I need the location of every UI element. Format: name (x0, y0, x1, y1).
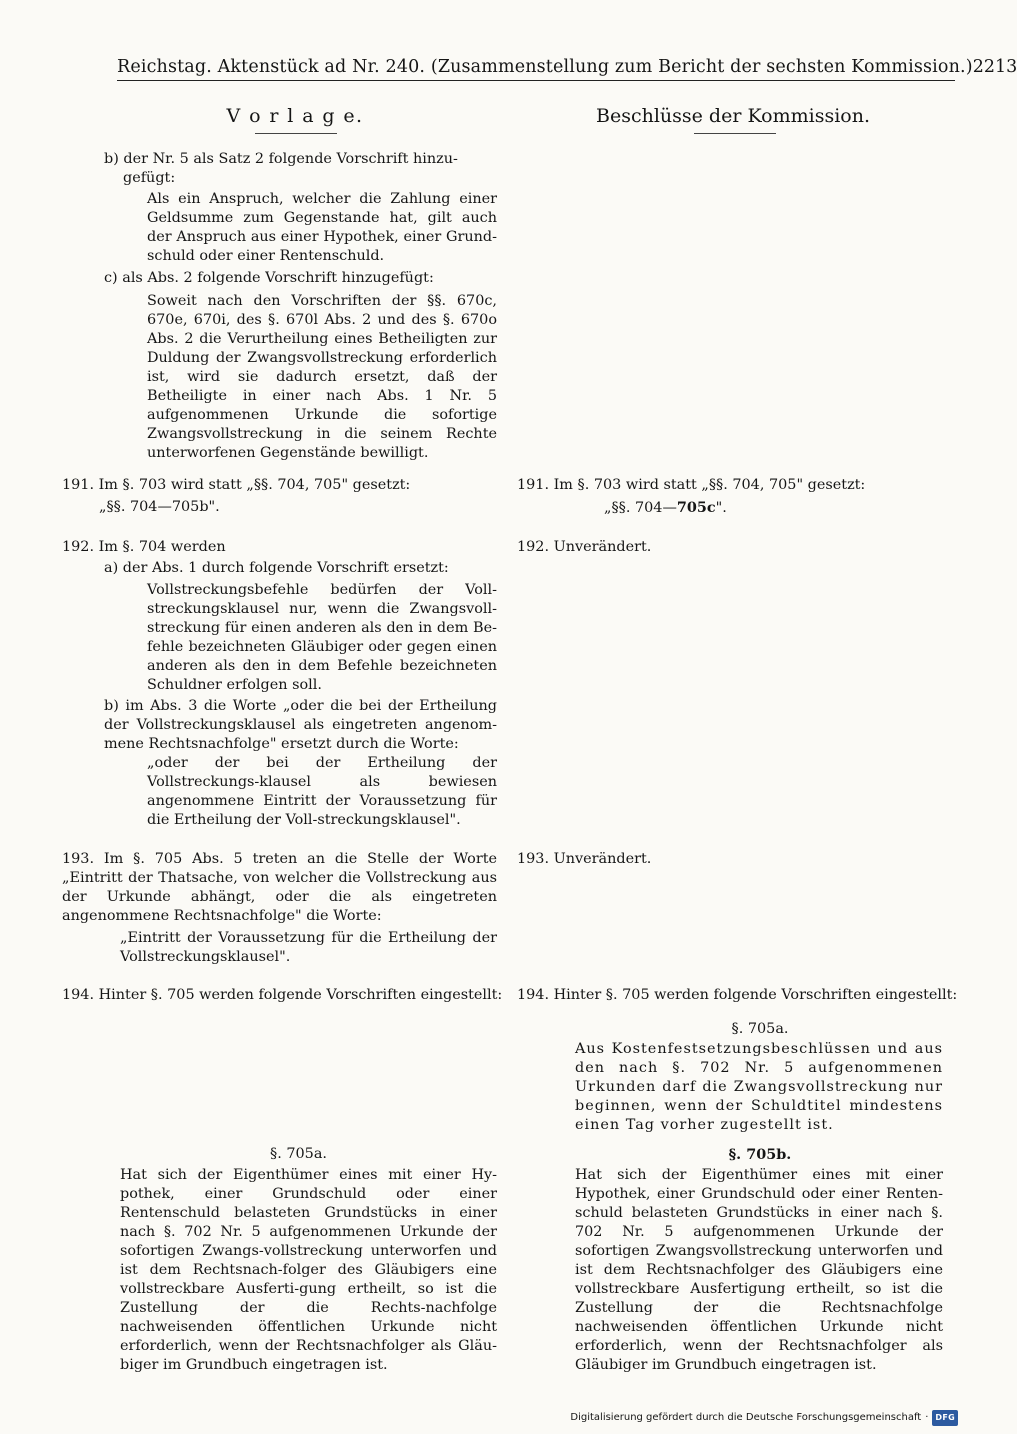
left-item-191-line2: „§§. 704—705b". (99, 499, 220, 515)
left-item-191-line1: 191. Im §. 703 wird statt „§§. 704, 705" gesetzt: (62, 477, 411, 493)
digitization-footer (570, 1410, 958, 1426)
header-rule (117, 80, 955, 81)
left-item-193-quote: „Eintritt der Voraussetzung für die Ertheilung der Vollstreckungsklausel". (120, 930, 497, 965)
left-b-item-line1: b) der Nr. 5 als Satz 2 folgende Vorschrift hinzu- (104, 151, 458, 167)
dfg-logo: DFG (932, 1410, 958, 1426)
right-column-title: Beschlüsse der Kommission. (596, 105, 870, 127)
page-number: 2213 (972, 57, 1017, 77)
running-header (117, 55, 1017, 79)
left-item-192-b-line: b) im Abs. 3 die Worte „oder die bei der Ertheilung der Vollstreckungsklausel als eingetreten angenom-mene Rechtsnachfolge" ersetzt durch die Worte: (104, 698, 497, 752)
left-item-192-a-line: a) der Abs. 1 durch folgende Vorschrift ersetzt: (104, 560, 449, 576)
left-column-title: V o r l a g e. (226, 105, 364, 127)
right-section-705a-text: Aus Kostenfestsetzungsbeschlüssen und aus den nach §. 702 Nr. 5 aufgenommenen Urkunden darf die Zwangsvollstreckung nur beginnen, wenn der Schuldtitel mindestens einen Tag vorher zugestellt ist. (575, 1041, 943, 1133)
right-section-705a-heading: §. 705a. (731, 1021, 789, 1037)
left-c-item-line1: c) als Abs. 2 folgende Vorschrift hinzugefügt: (104, 270, 434, 286)
right-section-705b-heading: §. 705b. (728, 1146, 792, 1163)
right-item-192: 192. Unverändert. (517, 539, 652, 555)
left-b-item-quote: Als ein Anspruch, welcher die Zahlung einer Geldsumme zum Gegenstande hat, gilt auch der Anspruch aus einer Hypothek, einer Grund-schuld oder einer Rentenschuld. (147, 191, 497, 264)
left-section-705a-text: Hat sich der Eigenthümer eines mit einer Hy-pothek, einer Grundschuld oder einer Rentenschuld belasteten Grundstücks in einer nach §. 702 Nr. 5 aufgenommenen Urkunde der sofortigen Zwangs-vollstreckung unterworfen und ist dem Rechtsnach-folger des Gläubigers eine vollstreckbare Ausferti-gung ertheilt, so ist die Zustellung der die Rechts-nachfolge nachweisenden öffentlichen Urkunde nicht erforderlich, wenn der Rechtsnachfolger als Gläu-biger im Grundbuch eingetragen ist. (120, 1167, 497, 1373)
left-item-192-a-quote: Vollstreckungsbefehle bedürfen der Voll-streckungsklausel nur, wenn die Zwangsvoll-streckung für einen anderen als den in dem Be-fehle bezeichneten Gläubiger oder gegen einen anderen als den in dem Befehle bezeichneten Schuldner erfolgen soll. (147, 582, 497, 693)
left-section-705a-heading: §. 705a. (270, 1146, 327, 1162)
footer-separator: · (925, 1412, 929, 1423)
footer-text: Digitalisierung gefördert durch die Deutsche Forschungsgemeinschaft (570, 1412, 922, 1423)
left-item-192-b-quote: „oder der bei der Ertheilung der Vollstreckungs-klausel als bewiesen angenommene Eintritt der Voraussetzung für die Ertheilung der Voll-streckungsklausel". (147, 755, 497, 828)
right-title-underline (694, 133, 776, 134)
right-item-193: 193. Unverändert. (517, 851, 652, 867)
right-item-191-line1: 191. Im §. 703 wird statt „§§. 704, 705" gesetzt: (517, 477, 866, 493)
left-title-underline (255, 133, 337, 134)
right-item-191-bold: 705c (676, 499, 716, 516)
left-item-192-line1: 192. Im §. 704 werden (62, 539, 226, 555)
left-c-item-quote: Soweit nach den Vorschriften der §§. 670c, 670e, 670i, des §. 670l Abs. 2 und des §. 670o Abs. 2 die Verurtheilung eines Betheiligten zur Duldung der Zwangsvollstreckung erforderlich ist, wird sie dadurch ersetzt, daß der Betheiligte in einer nach Abs. 1 Nr. 5 aufgenommenen Urkunde die sofortige Zwangsvollstreckung in die seinem Rechte unterworfenen Gegenstände bewilligt. (147, 293, 497, 461)
left-item-194: 194. Hinter §. 705 werden folgende Vorschriften eingestellt: (62, 987, 503, 1003)
header-title: Reichstag. Aktenstück ad Nr. 240. (Zusammenstellung zum Bericht der sechsten Kommission.) (117, 57, 973, 77)
right-section-705b-text: Hat sich der Eigenthümer eines mit einer Hypothek, einer Grundschuld oder einer Renten-schuld belasteten Grundstücks in einer nach §. 702 Nr. 5 aufgenommenen Urkunde der sofortigen Zwangsvollstreckung unterworfen und ist dem Rechtsnachfolger des Gläubigers eine vollstreckbare Ausfertigung ertheilt, so ist die Zustellung der die Rechtsnachfolge nachweisenden öffentlichen Urkunde nicht erforderlich, wenn der Rechtsnachfolger als Gläubiger im Grundbuch eingetragen ist. (575, 1167, 943, 1373)
right-item-194: 194. Hinter §. 705 werden folgende Vorschriften eingestellt: (517, 987, 958, 1003)
left-b-item-line2: gefügt: (123, 170, 176, 186)
left-item-193-text: 193. Im §. 705 Abs. 5 treten an die Stelle der Worte „Eintritt der Thatsache, von welcher die Vollstreckung aus der Urkunde abhängt, oder die als eingetreten angenommene Rechtsnachfolge" die Worte: (62, 851, 497, 924)
right-item-191-line2: „§§. 704—705c". (604, 499, 727, 516)
